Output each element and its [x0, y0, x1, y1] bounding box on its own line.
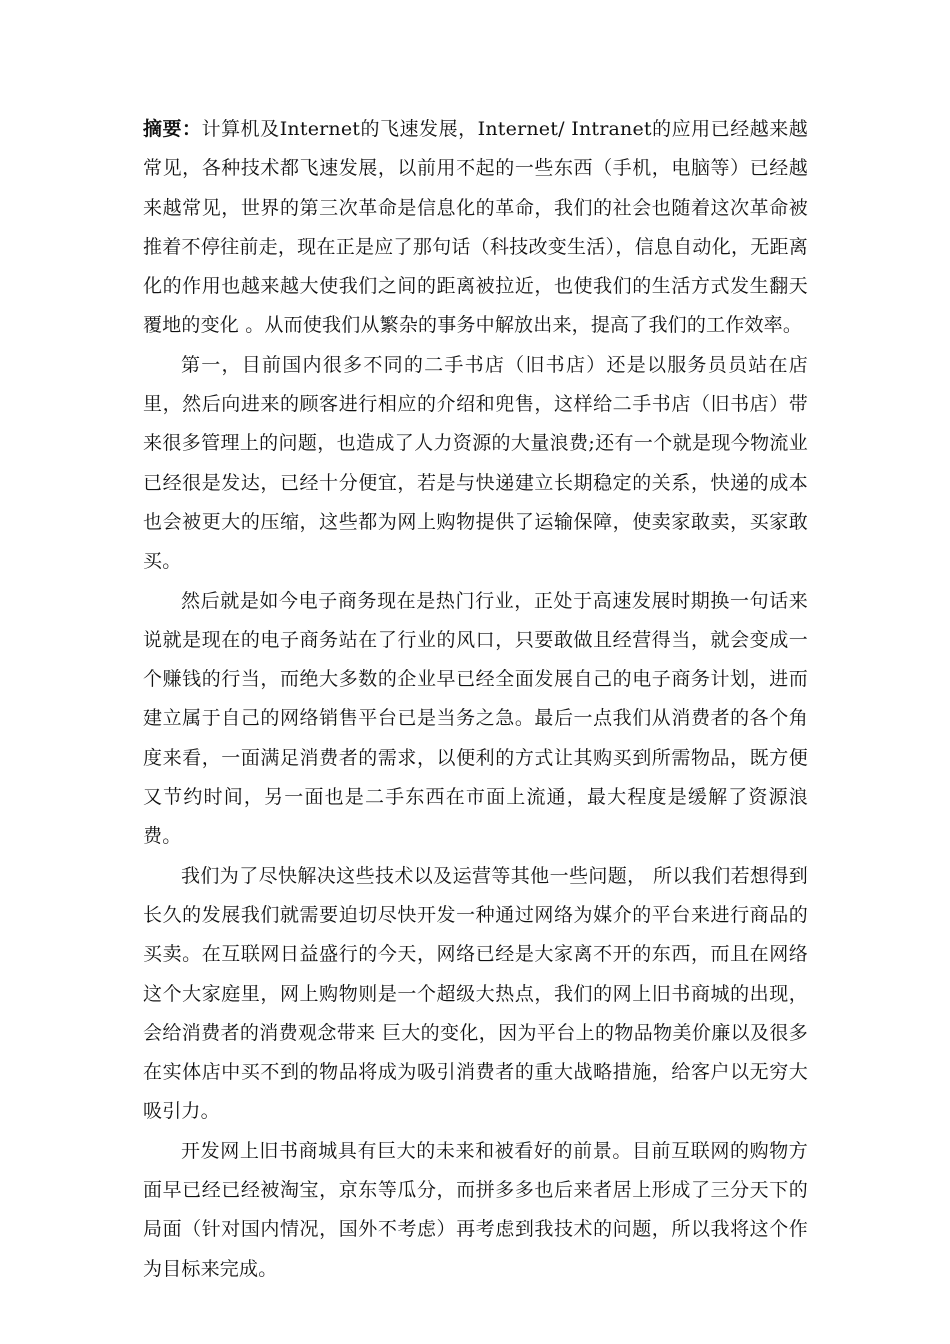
body-paragraph-2: 然后就是如今电子商务现在是热门行业，正处于高速发展时期换一句话来说就是现在的电子商务站在了行业的风口，只要敢做且经营得当，就会变成一个赚钱的行当，而绝大多数的企业早已经全面发展自己的电子商务计划，进而建立属于自己的网络销售平台已是当务之急。最后一点我们从消费者的各个角度来看，一面满足消费者的需求，以便利的方式让其购买到所需物品，既方便又节约时间，另一面也是二手东西在市面上流通，最大程度是缓解了资源浪费。	[143, 589, 808, 848]
body-paragraph-4: 开发网上旧书商城具有巨大的未来和被看好的前景。目前互联网的购物方面早已经已经被淘宝，京东等瓜分，而拼多多也后来者居上形成了三分天下的局面（针对国内情况，国外不考虑）再考虑到我技术的问题，所以我将这个作为目标来完成。	[143, 1139, 808, 1280]
abstract-text: 计算机及Internet的飞速发展，Internet/ Intranet的应用已经越来越常见，各种技术都飞速发展，以前用不起的一些东西（手机，电脑等）已经越来越常见，世界的第三次革命是信息化的革命，我们的社会也随着这次革命被推着不停往前走，现在正是应了那句话（科技改变生活），信息自动化，无距离化的作用也越来越大使我们之间的距离被拉近，也使我们的生活方式发生翻天覆地的变化 。从而使我们从繁杂的事务中解放出来，提高了我们的工作效率。	[143, 118, 808, 337]
abstract-paragraph	[143, 110, 808, 346]
abstract-label: 摘要：	[143, 118, 202, 140]
document-body	[143, 110, 808, 1289]
body-paragraph-3: 我们为了尽快解决这些技术以及运营等其他一些问题， 所以我们若想得到长久的发展我们就需要迫切尽快开发一种通过网络为媒介的平台来进行商品的买卖。在互联网日益盛行的今天，网络已经是大家离不开的东西，而且在网络这个大家庭里，网上购物则是一个超级大热点，我们的网上旧书商城的出现，会给消费者的消费观念带来 巨大的变化，因为平台上的物品物美价廉以及很多在实体店中买不到的物品将成为吸引消费者的重大战略措施，给客户以无穷大吸引力。	[143, 864, 808, 1123]
body-paragraph-1: 第一，目前国内很多不同的二手书店（旧书店）还是以服务员员站在店里，然后向进来的顾客进行相应的介绍和兜售，这样给二手书店（旧书店）带来很多管理上的问题，也造成了人力资源的大量浪费;还有一个就是现今物流业已经很是发达，已经十分便宜，若是与快递建立长期稳定的关系，快递的成本也会被更大的压缩，这些都为网上购物提供了运输保障，使卖家敢卖，买家敢买。	[143, 353, 808, 573]
